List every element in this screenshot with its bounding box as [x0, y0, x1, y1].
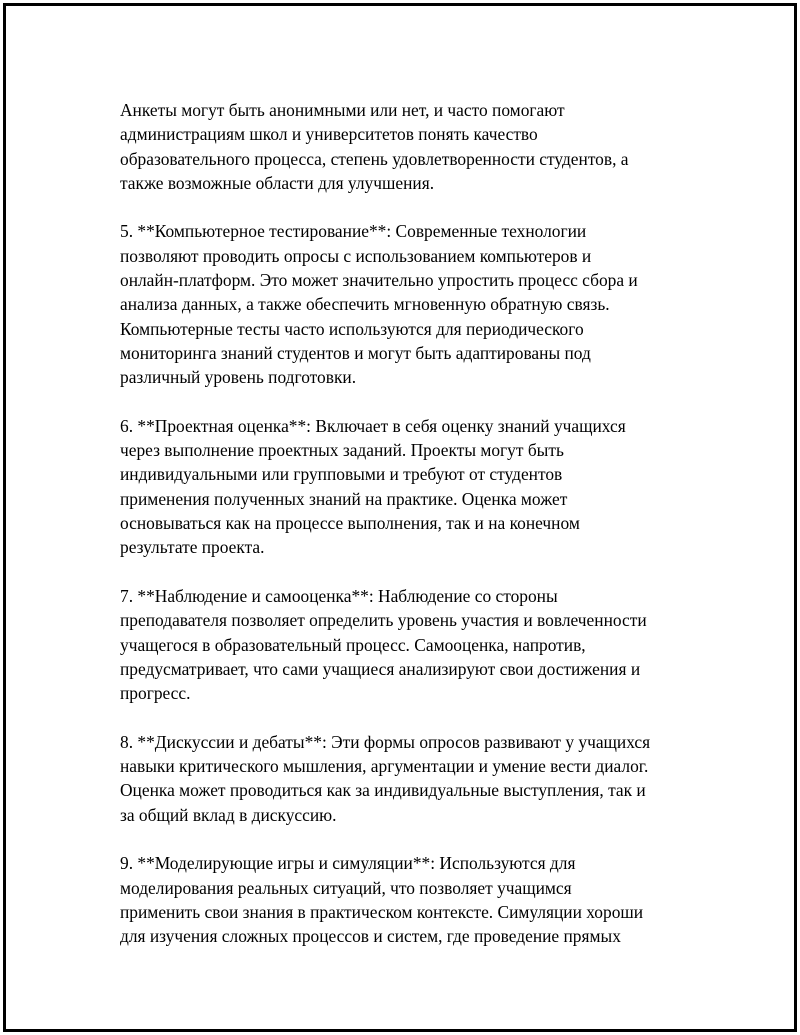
- text-line: образовательного процесса, степень удовлетворенности студентов, а: [120, 148, 629, 169]
- paragraph-item-5: [120, 219, 700, 389]
- text-line: учащегося в образовательный процесс. Самооценка, напротив,: [120, 634, 586, 655]
- text-line: применить свои знания в практическом контексте. Симуляции хороши: [120, 901, 644, 922]
- text-line: через выполнение проектных заданий. Проекты могут быть: [120, 440, 564, 461]
- text-line: Анкеты могут быть анонимными или нет, и часто помогают: [120, 100, 565, 120]
- text-line: 8. **Дискуссии и дебаты**: Эти формы опросов развивают у учащихся: [120, 731, 651, 752]
- text-line: онлайн-платформ. Это может значительно упростить процесс сбора и: [120, 270, 638, 291]
- text-line: 7. **Наблюдение и самооценка**: Наблюдение со стороны: [120, 585, 558, 606]
- text-line: позволяют проводить опросы с использованием компьютеров и: [120, 245, 592, 266]
- text-line: 5. **Компьютерное тестирование**: Современные технологии: [120, 221, 587, 242]
- paragraph-intro-continuation: [120, 98, 700, 195]
- page-frame: [3, 3, 797, 1032]
- paragraph-item-9: [120, 851, 700, 948]
- text-line: моделирования реальных ситуаций, что позволяет учащимся: [120, 877, 572, 898]
- text-line: для изучения сложных процессов и систем, где проведение прямых: [120, 926, 621, 947]
- paragraph-item-7: [120, 584, 700, 705]
- text-line: применения полученных знаний на практике. Оценка может: [120, 488, 568, 509]
- text-line: навыки критического мышления, аргументации и умение вести диалог.: [120, 756, 649, 777]
- text-line: индивидуальными или групповыми и требуют от студентов: [120, 464, 563, 485]
- text-line: за общий вклад в дискуссию.: [120, 804, 337, 825]
- document-body: [120, 98, 700, 973]
- text-line: предусматривает, что сами учащиеся анализируют свои достижения и: [120, 658, 641, 679]
- text-line: результате проекта.: [120, 537, 265, 558]
- text-line: прогресс.: [120, 683, 191, 704]
- text-line: преподавателя позволяет определить уровень участия и вовлеченности: [120, 610, 647, 631]
- text-line: мониторинга знаний студентов и могут быть адаптированы под: [120, 342, 591, 363]
- text-line: Оценка может проводиться как за индивидуальные выступления, так и: [120, 780, 646, 801]
- paragraph-item-8: [120, 730, 700, 827]
- text-line: 6. **Проектная оценка**: Включает в себя оценку знаний учащихся: [120, 415, 626, 436]
- text-line: анализа данных, а также обеспечить мгновенную обратную связь.: [120, 294, 610, 315]
- text-line: администрациям школ и университетов понять качество: [120, 124, 538, 145]
- text-line: основываться как на процессе выполнения, так и на конечном: [120, 513, 580, 534]
- text-line: 9. **Моделирующие игры и симуляции**: Используются для: [120, 853, 576, 874]
- text-line: также возможные области для улучшения.: [120, 172, 435, 193]
- text-line: различный уровень подготовки.: [120, 367, 357, 388]
- text-line: Компьютерные тесты часто используются для периодического: [120, 318, 584, 339]
- paragraph-item-6: [120, 414, 700, 560]
